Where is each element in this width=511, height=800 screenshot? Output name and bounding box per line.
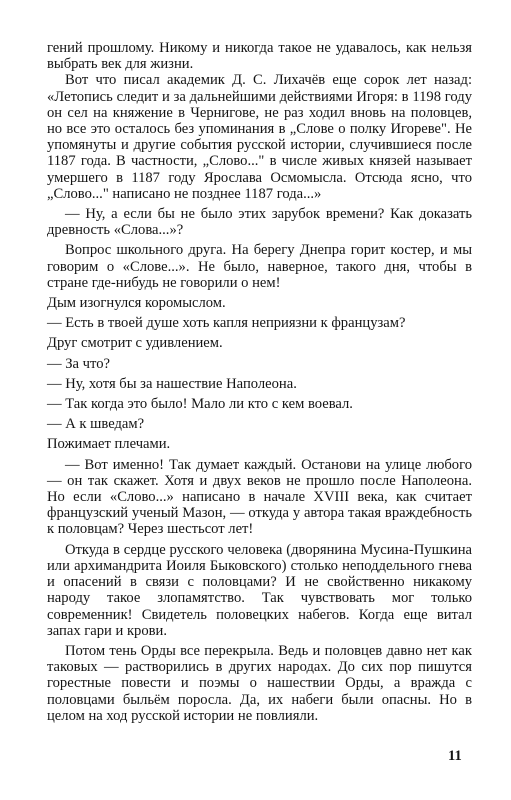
page-number: 11 [448, 748, 462, 764]
paragraph-13: — Вот именно! Так думает каждый. Останови на улице любого — он так скажет. Хотя и двух веков не прошло после Наполеона. Но если «Слово...» написано в начале XVIII века, как считает французский ученый Мазон, — откуда у автора такая враждебность к половцам? Через шестьсот лет! [47, 456, 472, 538]
paragraph-8: — За что? [47, 355, 110, 372]
paragraph-14: Откуда в сердце русского человека (дворянина Мусина-Пушкина или архимандрита Иоиля Быковского) столько неподдельного гнева и опасений в связи с половцами? И не свойственно никакому народу такое злопамятство. Так чувствовать мог только современник! Свидетель половецких набегов. Когда еще витал запах гари и крови. [47, 541, 472, 639]
paragraph-11: — А к шведам? [47, 416, 145, 433]
paragraph-15: Потом тень Орды все перекрыла. Ведь и половцев давно нет как таковых — растворились в других народах. До сих пор пишутся горестные повести и поэмы о нашествии Орды, а вражда с половцами быльём поросла. Да, их набеги были опасны. Но в целом на ход русской истории не повлияли. [47, 642, 472, 724]
paragraph-6: — Есть в твоей душе хоть капля неприязни к французам? [47, 315, 406, 332]
page-text [47, 40, 472, 724]
paragraph-4: Вопрос школьного друга. На берегу Днепра горит костер, и мы говорим о «Слове...». Не было, наверное, такого дня, чтобы в стране где-нибудь не говорили о нем! [47, 242, 472, 291]
paragraph-7: Друг смотрит с удивлением. [47, 335, 223, 352]
paragraph-9: — Ну, хотя бы за нашествие Наполеона. [47, 375, 297, 392]
paragraph-3: — Ну, а если бы не было этих зарубок времени? Как доказать древность «Слова...»? [47, 206, 472, 239]
paragraph-10: — Так когда это было! Мало ли кто с кем воевал. [47, 396, 353, 413]
paragraph-2: Вот что писал академик Д. С. Лихачёв еще сорок лет назад: «Летопись следит и за дальнейшими действиями Игоря: в 1198 году он сел на княжение в Чернигове, не раз ходил вновь на половцев, но все это осталось без упоминания в „Слове о полку Игореве". Не упомянуты и другие события русской истории, случившиеся после 1187 года. В частности, „Слово..." в числе живых князей называет умершего в 1187 году Ярослава Осмомысла. Отсюда ясно, что „Слово..." написано не позднее 1187 года...» [47, 72, 472, 202]
paragraph-5: Дым изогнулся коромыслом. [47, 295, 226, 312]
paragraph-1: гений прошлому. Никому и никогда такое не удавалось, как нельзя выбрать век для жизни. [47, 40, 472, 73]
paragraph-12: Пожимает плечами. [47, 436, 171, 453]
